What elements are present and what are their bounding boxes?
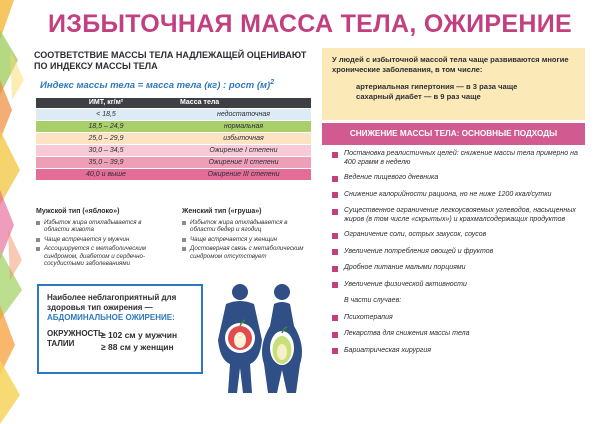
chronic-risk-box (322, 48, 585, 120)
list-item: Достоверная связь с метаболическим синдромом отсутствует (182, 245, 310, 260)
list-item: Бариатрическая хирургия (330, 347, 585, 356)
bmi-category: Ожирение II степени (176, 157, 311, 168)
table-row (36, 169, 311, 180)
list-item: Увеличение потребления овощей и фруктов (330, 248, 585, 257)
bmi-category: нормальная (176, 121, 311, 132)
list-item: Дробное питание малыми порциями (330, 264, 585, 273)
waist-criteria (47, 329, 193, 353)
bmi-range: 40,0 и выше (36, 169, 176, 180)
table-row (36, 157, 311, 168)
list-item: Увеличение физической активности (330, 281, 585, 290)
sub-note: В части случаев: (344, 297, 402, 304)
male-type-title: Мужской тип («яблоко») (36, 208, 120, 215)
bmi-category: избыточная (176, 133, 311, 144)
waist-men: ≥ 102 см у мужчин (101, 330, 178, 340)
risk-list (332, 82, 575, 102)
list-item: Снижение калорийности рациона, но не ниже 1200 ккал/сутки (330, 191, 585, 200)
bmi-col-index: ИМТ, кг/м² (36, 98, 176, 108)
table-row (36, 121, 311, 132)
list-item: Чаще встречается у женщин (182, 236, 310, 244)
table-row (36, 133, 311, 144)
approaches-title: СНИЖЕНИЕ МАССЫ ТЕЛА: ОСНОВНЫЕ ПОДХОДЫ (322, 123, 585, 145)
list-item: Психотерапия (330, 314, 585, 323)
female-silhouette-icon (262, 284, 302, 393)
bmi-category: Ожирение I степени (176, 145, 311, 156)
female-type-box (182, 208, 310, 262)
table-row (36, 109, 311, 120)
bmi-range: 25,0 – 29,9 (36, 133, 176, 144)
bmi-category: недостаточная (176, 109, 311, 120)
bmi-range: 18,5 – 24,9 (36, 121, 176, 132)
bmi-table (36, 97, 311, 181)
decorative-edge (0, 0, 26, 424)
waist-label: ОКРУЖНОСТЬ ТАЛИИ (47, 329, 104, 348)
list-item: Чаще встречается у мужчин (36, 236, 164, 244)
bmi-formula-sup: 2 (270, 79, 275, 86)
waist-values (101, 329, 177, 353)
bmi-col-weight: Масса тела (176, 98, 311, 108)
bmi-lead-text: СООТВЕТСТВИЕ МАССЫ ТЕЛА НАДЛЕЖАЩЕЙ ОЦЕНИВАЮТ ПО ИНДЕКСУ МАССЫ ТЕЛА (34, 50, 307, 71)
bmi-range: 35,0 – 39,9 (36, 157, 176, 168)
bmi-range: < 18,5 (36, 109, 176, 120)
list-item: Избыток жира откладывается в области бедер и ягодиц (182, 219, 310, 234)
body-type-illustration (208, 280, 310, 395)
risk-diabetes: сахарный диабет — в 9 раз чаще (356, 92, 481, 101)
risk-intro: У людей с избыточной массой тела чаще развиваются многие хронические заболевания, в том числе: (332, 55, 569, 74)
abdominal-line2: АБДОМИНАЛЬНОЕ ОЖИРЕНИЕ: (47, 313, 175, 322)
page-title: ИЗБЫТОЧНАЯ МАССА ТЕЛА, ОЖИРЕНИЕ (48, 10, 572, 38)
table-row (36, 145, 311, 156)
female-type-title: Женский тип («груша») (182, 208, 262, 215)
abdominal-obesity-box (37, 284, 203, 374)
bmi-range: 30,0 – 34,5 (36, 145, 176, 156)
list-item: Существенное ограничение легкоусвояемых углеводов, насыщенных жиров (в том числе «скрытых») и крахмалсодержащих продуктов (330, 207, 585, 224)
list-item: Постановка реалистичных целей: снижение массы тела примерно на 400 грамм в неделю (330, 150, 585, 167)
list-item: Ограничение соли, острых закусок, соусов (330, 231, 585, 240)
approaches-list (330, 150, 585, 355)
bmi-formula-text: Индекс массы тела = масса тела (кг) : рост (м) (40, 80, 271, 92)
bmi-table-header (36, 98, 311, 108)
list-item: Лекарства для снижения массы тела (330, 330, 585, 339)
bmi-category: Ожирение III степени (176, 169, 311, 180)
abdominal-line1: Наиболее неблагоприятный для здоровья тип ожирения — (47, 293, 177, 312)
waist-women: ≥ 88 см у женщин (101, 342, 174, 352)
risk-hypertension: артериальная гипертония — в 3 раза чаще (356, 82, 518, 91)
male-type-box (36, 208, 164, 270)
list-item: Ведение пищевого дневника (330, 174, 585, 183)
bmi-formula (40, 79, 315, 91)
list-item: Избыток жира откладывается в области живота (36, 219, 164, 234)
list-item: Ассоциируется с метаболическим синдромом, диабетом и сердечно-сосудистыми заболеваниями (36, 245, 164, 268)
male-silhouette-icon (218, 284, 262, 393)
